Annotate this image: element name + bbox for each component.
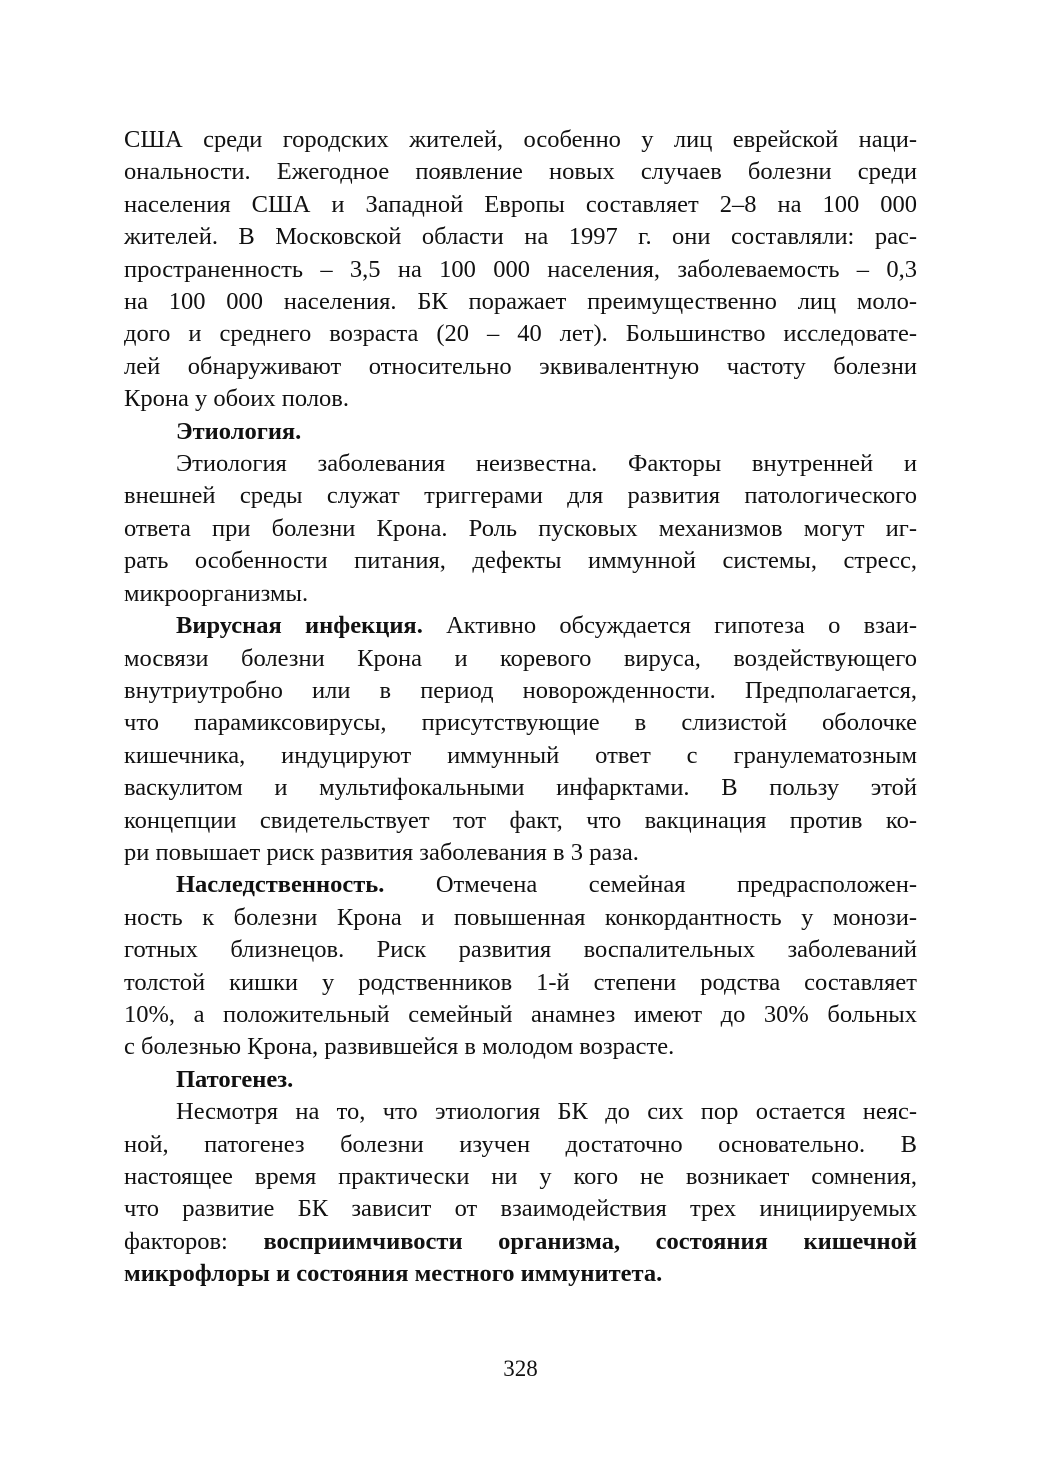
text-line: ность к болезни Крона и повышенная конкордантность у монози- bbox=[124, 903, 917, 931]
text-line: настоящее время практически ни у кого не возникает сомнения, bbox=[124, 1163, 917, 1190]
text-line: Несмотря на то, что этиология БК до сих пор остается неяс- bbox=[176, 1098, 917, 1126]
text-line: толстой кишки у родственников 1-й степени родства составляет bbox=[124, 968, 917, 996]
text-line: внутриутробно или в период новорожденности. Предполагается, bbox=[124, 676, 917, 704]
term-viral-infection: Вирусная инфекция. bbox=[176, 612, 423, 640]
text-line: ной, патогенез болезни изучен достаточно основательно. В bbox=[124, 1130, 917, 1158]
text-line: готных близнецов. Риск развития воспалительных заболеваний bbox=[124, 936, 917, 964]
term-heredity: Наследственность. bbox=[176, 871, 385, 899]
text-line: внешней среды служат триггерами для развития патологического bbox=[124, 482, 917, 510]
text-line: что парамиксовирусы, присутствующие в слизистой оболочке bbox=[124, 709, 917, 737]
text-line: васкулитом и мультифокальными инфарктами. В пользу этой bbox=[124, 774, 917, 802]
paragraph-pathogenesis bbox=[124, 1096, 917, 1290]
text-line: что развитие БК зависит от взаимодействия трех инициируемых bbox=[124, 1195, 917, 1223]
text-line: с болезнью Крона, развившейся в молодом возрасте. bbox=[124, 1033, 675, 1061]
text-line: дого и среднего возраста (20 – 40 лет). Большинство исследовате- bbox=[124, 320, 917, 348]
text-line: Этиология заболевания неизвестна. Факторы внутренней и bbox=[176, 450, 917, 478]
text-line bbox=[124, 610, 917, 642]
paragraph-etiology bbox=[124, 448, 917, 610]
text-fragment: факторов: bbox=[124, 1227, 264, 1255]
text-line: ри повышает риск развития заболевания в 3 раза. bbox=[124, 838, 639, 866]
paragraph-viral-infection bbox=[124, 610, 917, 869]
text-line: рать особенности питания, дефекты иммунной системы, стресс, bbox=[124, 547, 917, 575]
text-line: микроорганизмы. bbox=[124, 579, 309, 607]
text-line: мосвязи болезни Крона и коревого вируса, воздействующего bbox=[124, 644, 917, 672]
text-line bbox=[124, 1258, 917, 1290]
text-line bbox=[124, 1226, 917, 1258]
text-line: 10%, а положительный семейный анамнез имеют до 30% больных bbox=[124, 1000, 917, 1028]
text-line: жителей. В Московской области на 1997 г. они составляли: рас- bbox=[124, 223, 917, 251]
text-line: ответа при болезни Крона. Роль пусковых механизмов могут иг- bbox=[124, 514, 917, 542]
emphasis-factors-cont: микрофлоры и состояния местного иммунитета. bbox=[124, 1260, 663, 1288]
heading-etiology: Этиология. bbox=[176, 417, 302, 445]
text-line: пространенность – 3,5 на 100 000 населения, заболеваемость – 0,3 bbox=[124, 255, 917, 283]
text-line: кишечника, индуцируют иммунный ответ с гранулематозным bbox=[124, 741, 917, 769]
paragraph-heredity bbox=[124, 869, 917, 1063]
emphasis-factors: восприимчивости организма, состояния кишечной bbox=[263, 1227, 917, 1255]
text-line: концепции свидетельствует тот факт, что вакцинация против ко- bbox=[124, 806, 917, 834]
text-line: на 100 000 населения. БК поражает преимущественно лиц моло- bbox=[124, 288, 917, 316]
text-line bbox=[124, 869, 917, 901]
text-line: лей обнаруживают относительно эквивалентную частоту болезни bbox=[124, 352, 917, 380]
heading-pathogenesis: Патогенез. bbox=[176, 1065, 294, 1093]
text-line: Крона у обоих полов. bbox=[124, 385, 349, 413]
text-line: ональности. Ежегодное появление новых случаев болезни среди bbox=[124, 158, 917, 186]
text-fragment: Отмечена семейная предрасположен- bbox=[384, 871, 917, 899]
text-line: США среди городских жителей, особенно у лиц еврейской наци- bbox=[124, 126, 917, 153]
text-fragment: Активно обсуждается гипотеза о взаи- bbox=[422, 612, 917, 640]
paragraph-epidemiology bbox=[124, 124, 917, 416]
page-number: 328 bbox=[503, 1356, 538, 1381]
text-line: населения США и Западной Европы составляет 2–8 на 100 000 bbox=[124, 190, 917, 218]
page-text bbox=[124, 124, 917, 1291]
